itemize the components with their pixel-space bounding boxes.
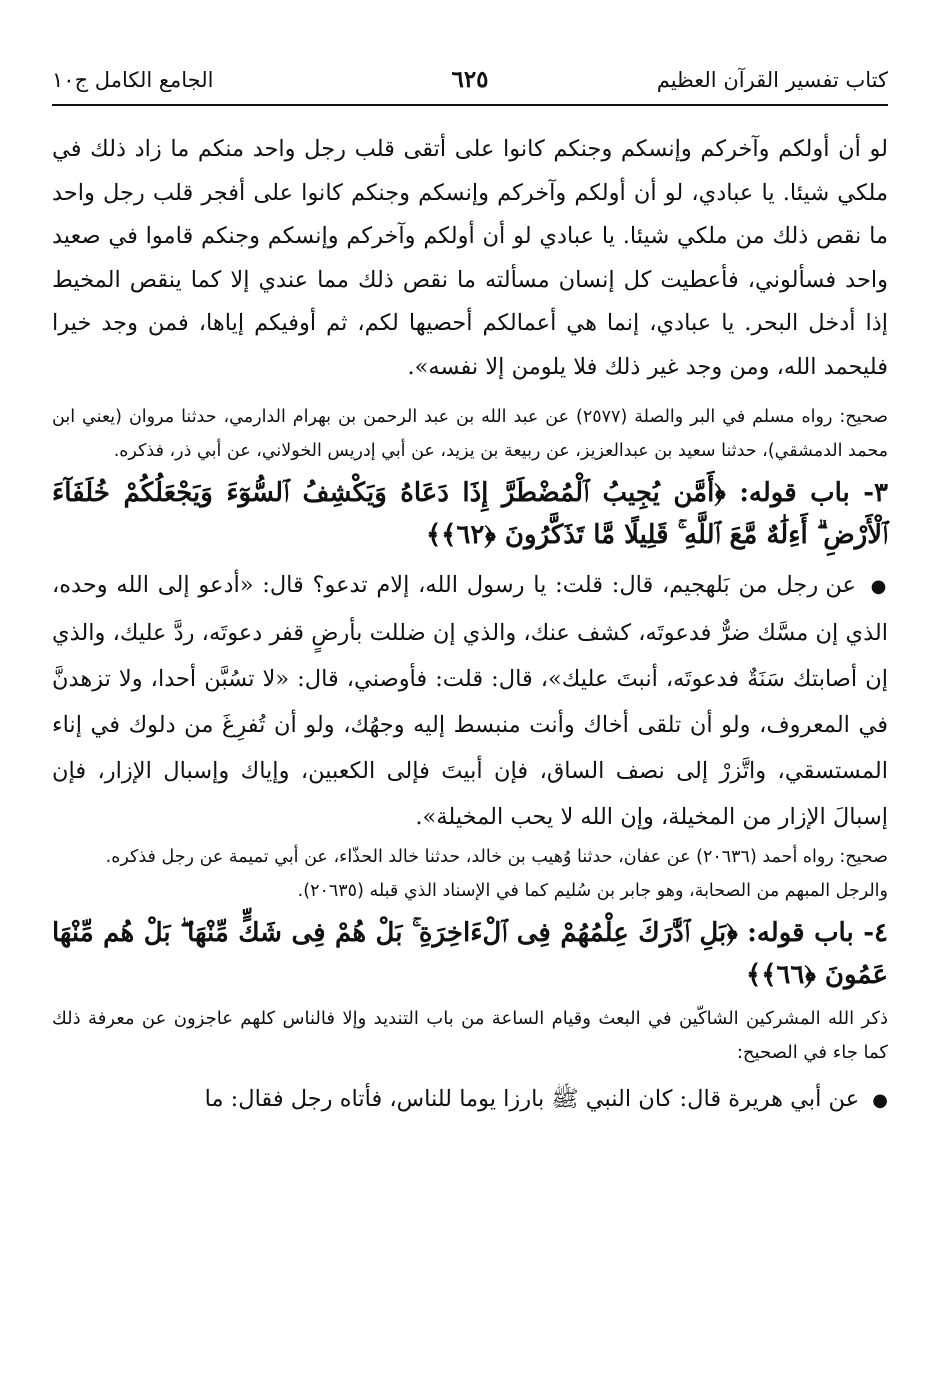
main-text-block [52,128,888,390]
chapter-4-ayah: ﴿بَلِ ٱدَّٰرَكَ عِلْمُهُمْ فِى ٱلْءَاخِرَةِ ۚ بَلْ هُمْ فِى شَكٍّ مِّنْهَا ۖ بَلْ هُم مِّنْهَا عَمُونَ ﴿٦٦﴾﴾ [52,917,888,990]
chapter-4-label: ٤- باب قوله: [747,917,888,948]
hadith-paragraph-3 [52,1076,888,1124]
chapter-4-intro: ذكر الله المشركين الشاكّين في البعث وقيام الساعة من باب التنديد وإلا فالناس كلهم عاجزون عن معرفة ذلك كما جاء في الصحيح: [52,1007,888,1063]
takhrij-note-1: صحيح: رواه مسلم في البر والصلة (٢٥٧٧) عن عبد الله بن عبد الرحمن بن بهرام الدارمي، حدثنا مروان (يعني ابن محمد الدمشقي)، حدثنا سعيد بن عبدالعزيز، عن ربيعة بن يزيد، عن أبي إدريس الخولاني، عن أبي ذر، فذكره. [52,406,888,461]
chapter-3-label: ٣- باب قوله: [739,477,888,508]
hadith-paragraph-2 [52,562,888,840]
chapter-3-ayah: ﴿أَمَّن يُجِيبُ ٱلْمُضْطَرَّ إِذَا دَعَاهُ وَيَكْشِفُ ٱلسُّوٓءَ وَيَجْعَلُكُمْ خُلَفَآءَ ٱلْأَرْضِ ۗ أَءِلَٰهٌ مَّعَ ٱللَّهِ ۚ قَلِيلًا مَّا تَذَكَّرُونَ ﴿٦٢﴾﴾ [52,477,888,550]
hadith-continuation: لو أن أولكم وآخركم وإنسكم وجنكم كانوا على أتقى قلب رجل واحد منكم ما زاد ذلك في ملكي شيئا. يا عبادي، لو أن أولكم وآخركم وإنسكم وجنكم كانوا على أفجر قلب رجل واحد ما نقص ذلك من ملكي شيئا. يا عبادي لو أن أولكم وآخركم وإنسكم وجنكم قاموا في صعيد واحد فسألوني، فأعطيت كل إنسان مسألته ما نقص ذلك مما عندي إلا كما ينقص المخيط إذا أدخل البحر. يا عبادي، إنما هي أعمالكم أحصيها لكم، ثم أوفيكم إياها، فمن وجد خيرا فليحمد الله، ومن وجد غير ذلك فلا يلومن إلا نفسه». [52,136,888,380]
page-header [52,62,888,106]
bullet-icon: ● [870,575,888,597]
document-page [52,62,888,1124]
hadith-3-text: عن أبي هريرة قال: كان النبي ﷺ بارزا يوما للناس، فأتاه رجل فقال: ما [204,1085,860,1112]
takhrij-note-2: صحيح: رواه أحمد (٢٠٦٣٦) عن عفان، حدثنا وُهيب بن خالد، حدثنا خالد الحذّاء، عن أبي تميمة عن رجل فذكره. [105,846,888,867]
chapter-heading-3 [52,472,888,556]
bullet-icon: ● [872,1089,888,1111]
hadith-2-text: عن رجل من بَلهجيم، قال: قلت: يا رسول الله، إلام تدعو؟ قال: «أدعو إلى الله وحده، الذي إن مسَّك ضرٌّ فدعوتَه، كشف عنك، والذي إن ضللت بأرضٍ قفر دعوتَه، ردَّ عليك، والذي إن أصابتك سَنَةٌ فدعوتَه، أنبتَ عليك»، قال: قلت: فأوصني، قال: «لا تسُبَّن أحدا، ولا تزهدنَّ في المعروف، ولو أن تلقى أخاك وأنت منبسط إليه وجهُك، ولو أن تُفرِغَ من دلوك في إناء المستسقي، واتَّزرْ إلى نصف الساق، فإن أبيتَ فإلى الكعبين، وإياك وإسبال الإزار، فإن إسبالَ الإزار من المخيلة، وإن الله لا يحب المخيلة». [52,571,888,830]
volume-label: الجامع الكامل ج١٠ [52,68,214,92]
takhrij-note-3: والرجل المبهم من الصحابة، وهو جابر بن سُليم كما في الإسناد الذي قبله (٢٠٦٣٥). [297,880,888,901]
page-number: ٦٢٥ [451,66,489,93]
chapter-heading-4 [52,912,888,996]
book-title: كتاب تفسير القرآن العظيم [656,68,888,92]
